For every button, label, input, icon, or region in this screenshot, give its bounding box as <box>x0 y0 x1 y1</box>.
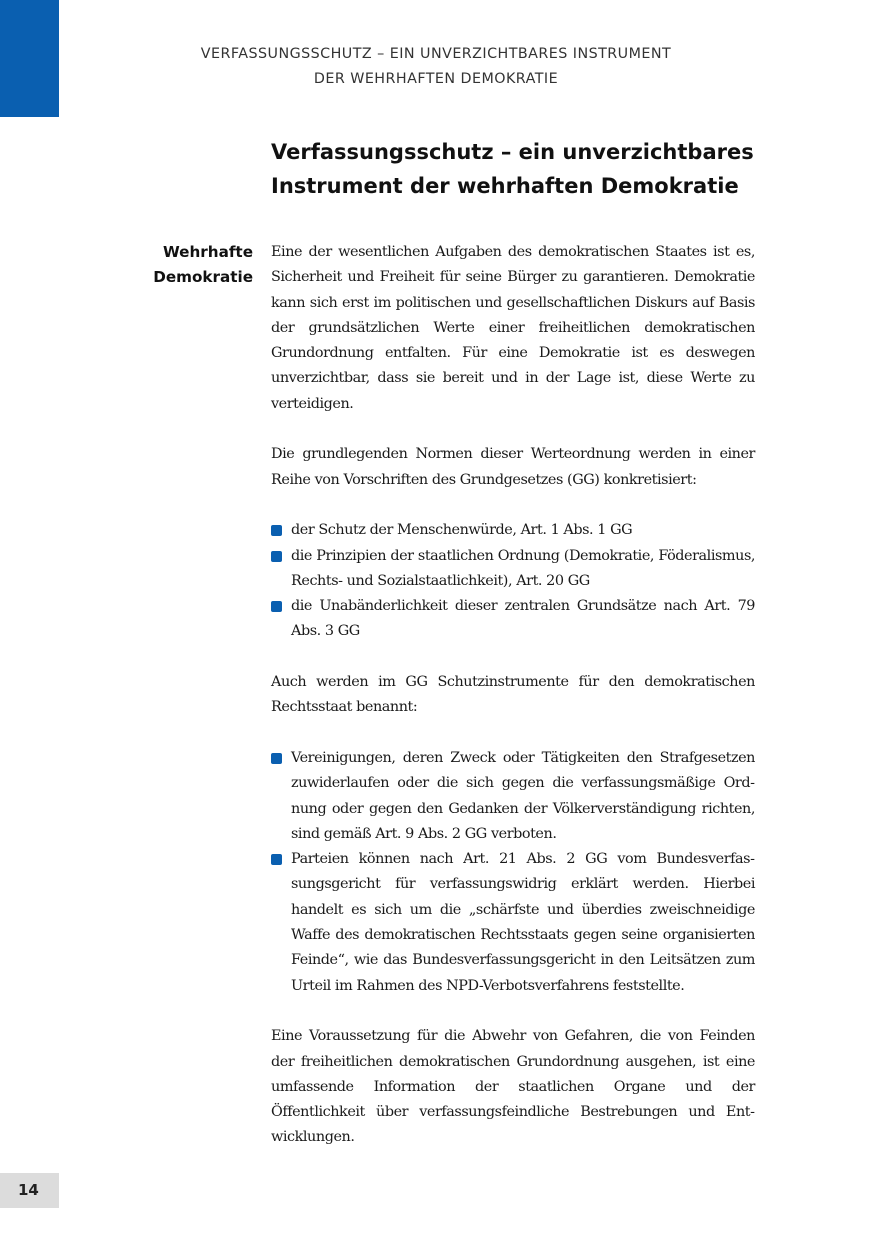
page-title-line-1: Verfassungsschutz – ein unverzichtbares <box>271 140 754 164</box>
running-head <box>180 42 692 92</box>
page-title-line-2: Instrument der wehrhaften Demokratie <box>271 174 739 198</box>
list-item <box>271 594 755 645</box>
list-item <box>271 518 755 543</box>
paragraph-protection: Auch werden im GG Schutzinstrumente für den demokratischen Rechtsstaat benannt: <box>271 674 755 716</box>
page-title <box>271 135 755 203</box>
body-text <box>271 240 755 1176</box>
square-bullet-icon <box>271 601 282 612</box>
square-bullet-icon <box>271 753 282 764</box>
protection-list <box>271 746 755 999</box>
paragraph-intro: Eine der wesentlichen Aufgaben des demokratischen Staates ist es, Sicherheit und Freiheit für seine Bürger zu garantieren. Demokratie kann sich erst im politischen und gesellschaftlichen Diskurs auf Basis der grundsätzlichen Werte einer freiheitlichen demokratischen Grundordnung entfalten. Für eine Demokratie ist es deswegen unverzichtbar, dass sie bereit und in der Lage ist, diese Werte zu verteidigen. <box>271 244 755 412</box>
square-bullet-icon <box>271 525 282 536</box>
page-number: 14 <box>18 1181 39 1199</box>
square-bullet-icon <box>271 551 282 562</box>
square-bullet-icon <box>271 854 282 865</box>
running-head-line-1: VERFASSUNGSSCHUTZ – EIN UNVERZICHTBARES INSTRUMENT <box>200 46 672 62</box>
running-head-line-2: DER WEHRHAFTEN DEMOKRATIE <box>313 71 559 87</box>
list-item <box>271 544 755 595</box>
paragraph-conclusion: Eine Voraussetzung für die Abwehr von Gefahren, die von Feinden der freiheitlichen demokratischen Grundordnung ausgehen, ist eine umfassende Information der staatlichen Organe und der Öffentlichkeit über verfassungsfeindliche Bestrebungen und Entwicklungen. <box>271 1028 755 1146</box>
margin-heading-line-1: Wehrhafte <box>162 243 253 261</box>
list-item-text: Parteien können nach Art. 21 Abs. 2 GG vom Bundesverfassungsgericht für verfassungswidrig erklärt werden. Hierbei handelt es sich um die „schärfste und überdies zweischneidige Waffe des demokratischen Rechtsstaats gegen seine organisierten Feinde“, wie das Bundesverfassungsgericht in den Leitsätzen zum Urteil im Rahmen des NPD-Verbotsverfahrens feststellte. <box>291 851 755 994</box>
list-item <box>271 746 755 847</box>
paragraph-norms: Die grundlegenden Normen dieser Werteordnung werden in einer Reihe von Vorschriften des Grundgesetzes (GG) konkretisiert: <box>271 446 755 488</box>
chapter-color-tab <box>0 0 59 117</box>
list-item-text: die Prinzipien der staatlichen Ordnung (Demokratie, Föderalismus, Rechts- und Sozialstaatlichkeit), Art. 20 GG <box>291 547 755 589</box>
list-item <box>271 847 755 999</box>
margin-heading-line-2: Demokratie <box>153 268 253 287</box>
norms-list <box>271 518 755 644</box>
list-item-text: die Unabänderlichkeit dieser zentralen Grundsätze nach Art. 79 Abs. 3 GG <box>291 598 755 640</box>
margin-heading <box>95 240 253 291</box>
page-number-box <box>0 1173 59 1208</box>
list-item-text: der Schutz der Menschenwürde, Art. 1 Abs. 1 GG <box>291 522 633 539</box>
list-item-text: Vereinigungen, deren Zweck oder Tätigkeiten den Strafgesetzen zuwiderlaufen oder die sich gegen die verfassungsmäßige Ordnung oder gegen den Gedanken der Völkerverständigung richten, sind gemäß Art. 9 Abs. 2 GG verboten. <box>291 749 755 842</box>
